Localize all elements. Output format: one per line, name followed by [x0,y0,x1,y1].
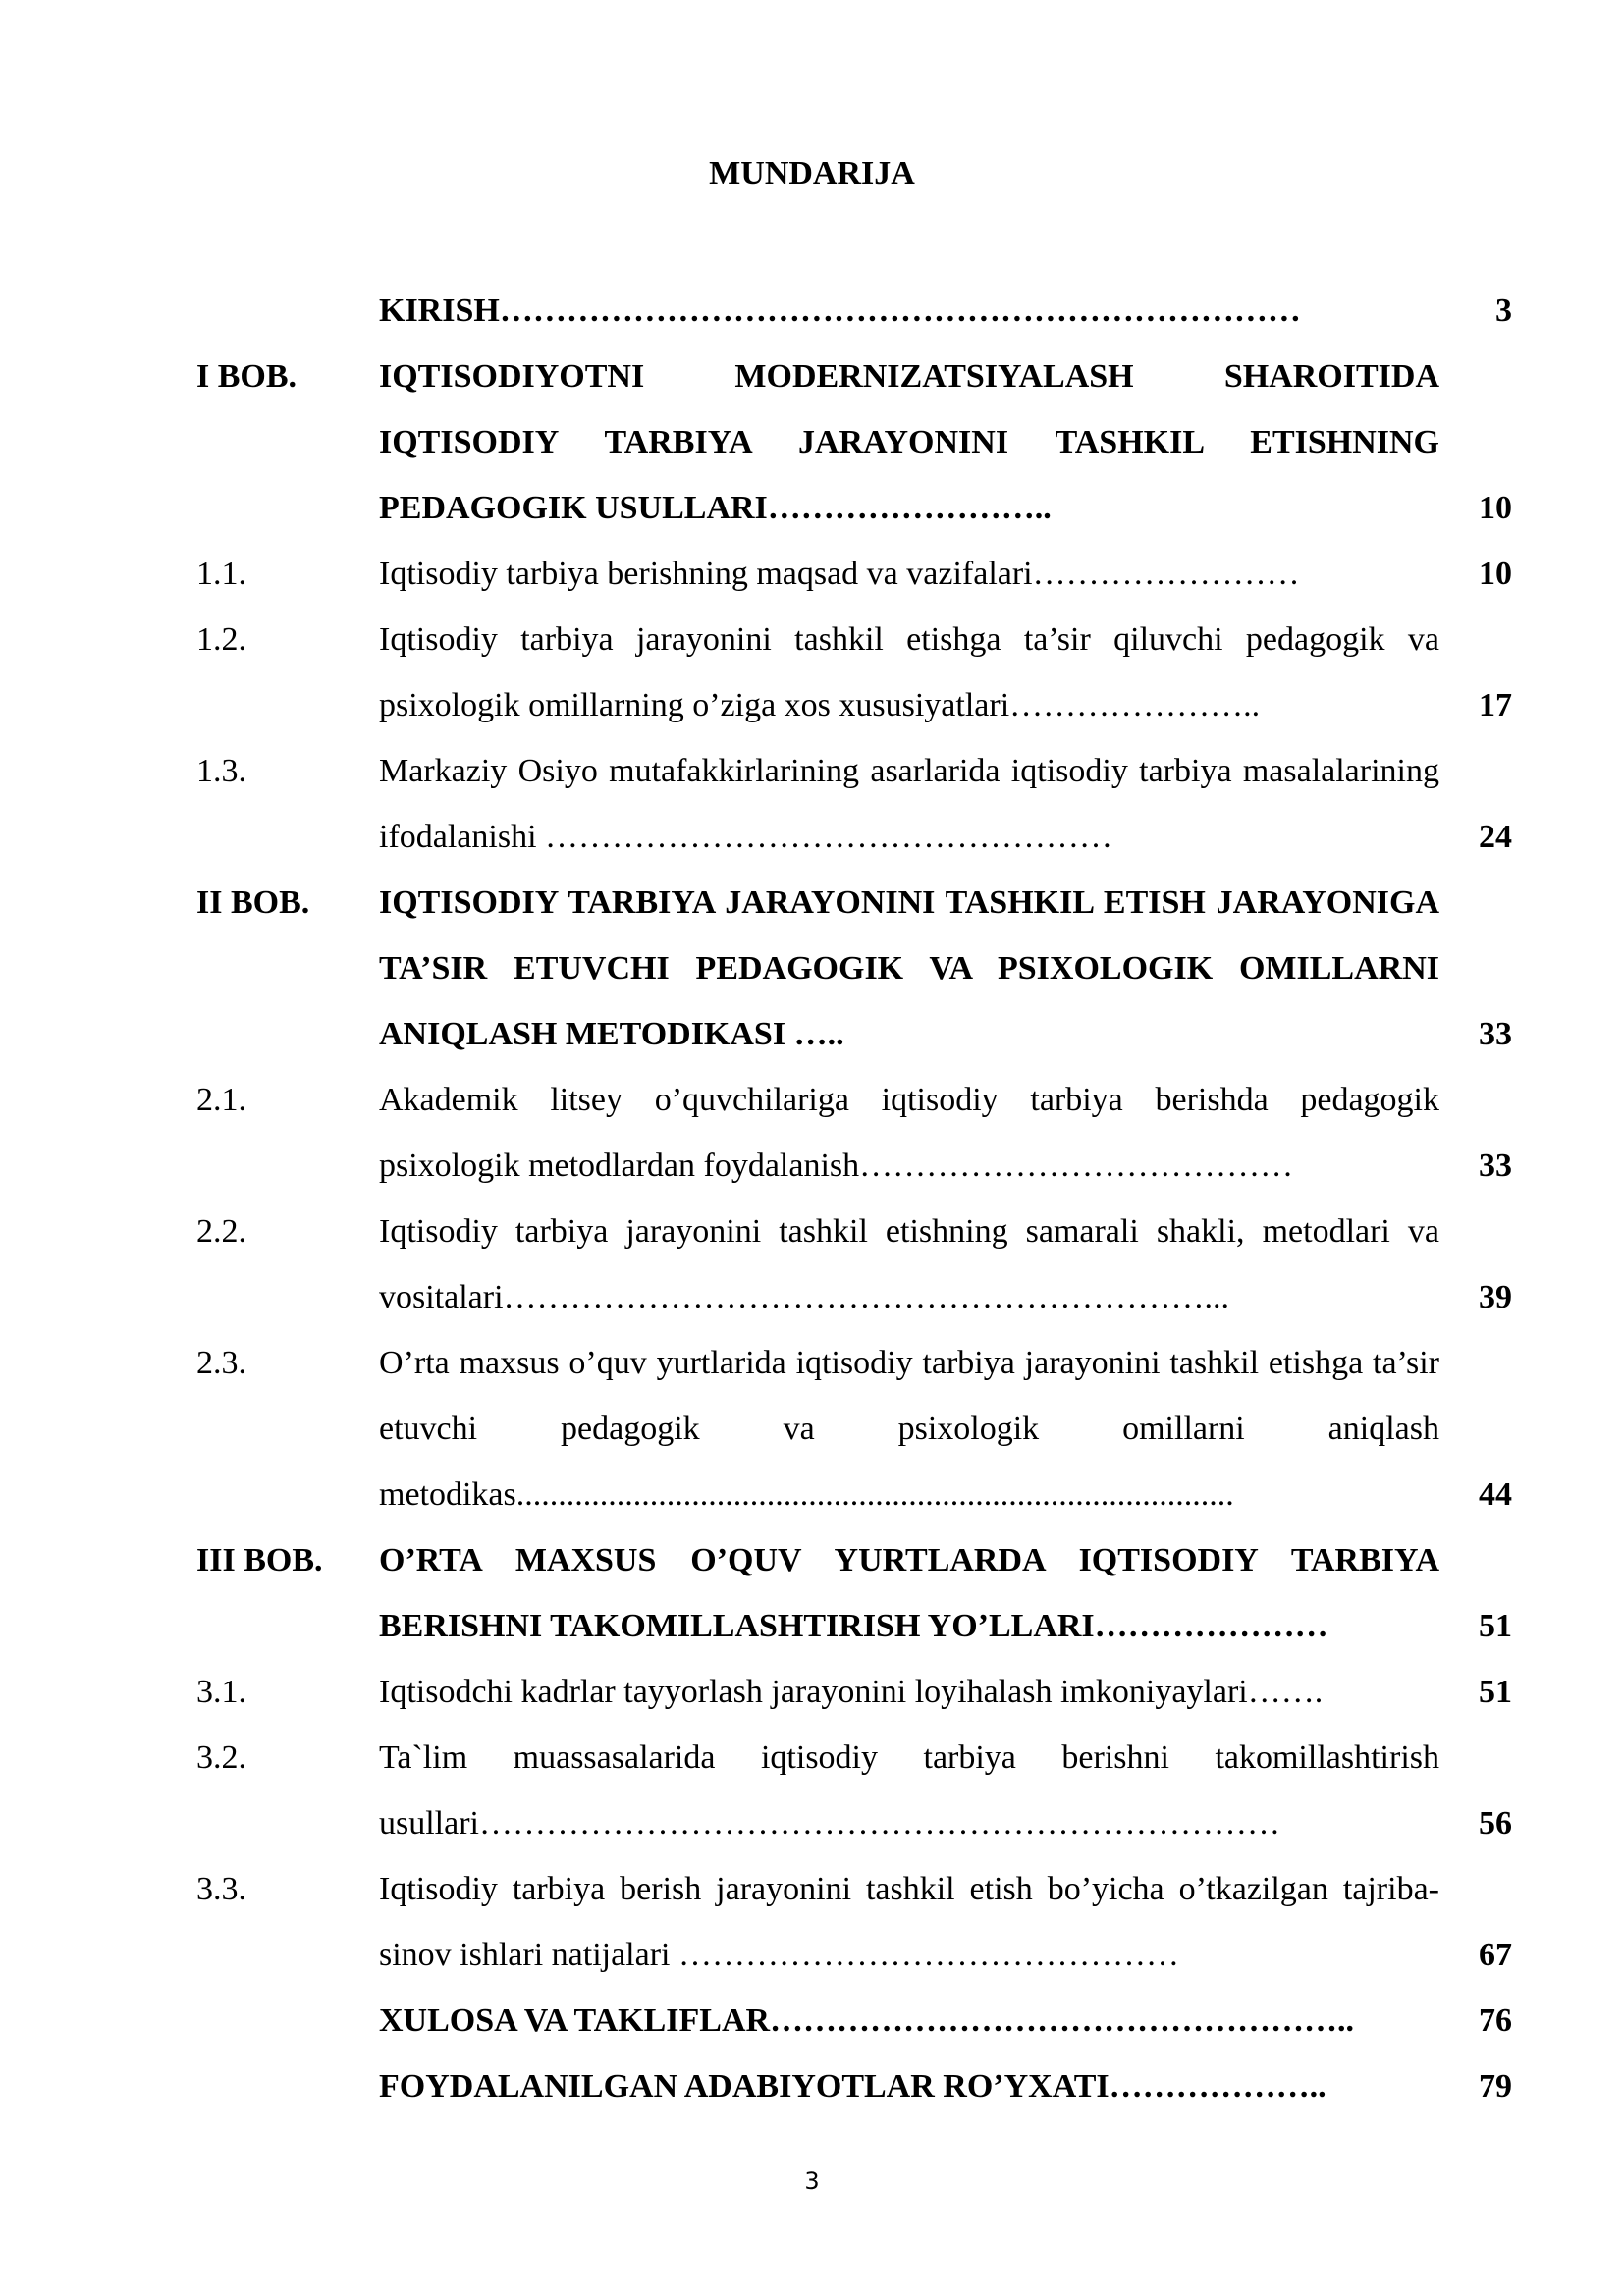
toc-entry [196,1856,1512,1988]
toc-entry-title: KIRISH……………………………………………………………… [379,293,1301,329]
toc-entry [196,541,1512,607]
toc-entry-label: 1.3. [196,753,246,789]
toc-entry-page: 3 [1495,293,1512,329]
toc-entry-page: 33 [1479,1016,1512,1052]
toc-entry-label: 1.2. [196,621,246,658]
page-title: MUNDARIJA [709,155,915,191]
toc-entry-title: Akademik litsey o’quvchilariga iqtisodiy tarbiya berishda pedagogik psixologik metodlardan foydalanish………………………………… [379,1082,1439,1184]
toc-entry [196,1330,1512,1527]
toc-entry-title: Ta`lim muassasalarida iqtisodiy tarbiya berishni takomillashtirish usullari……………………………………………………………… [379,1739,1439,1842]
toc-entry-label: 3.2. [196,1739,246,1776]
toc-entry-title: O’RTA MAXSUS O’QUV YURTLARDA IQTISODIY TARBIYA BERISHNI TAKOMILLASHTIRISH YO’LLARI………………… [379,1542,1439,1644]
toc-entry-title: FOYDALANILGAN ADABIYOTLAR RO’YXATI……………….. [379,2068,1326,2105]
toc-entry-page: 67 [1479,1937,1512,1973]
toc-entry [196,1659,1512,1725]
toc-entry-title: Markaziy Osiyo mutafakkirlarining asarlarida iqtisodiy tarbiya masalalarining ifodalanishi …………………………………………… [379,753,1439,855]
page-number: 3 [804,2167,820,2195]
toc-entry [196,1725,1512,1856]
table-of-contents [196,278,1512,2119]
toc-entry-label: II BOB. [196,884,310,921]
toc-entry-page: 44 [1479,1476,1512,1513]
toc-entry-page: 24 [1479,819,1512,855]
toc-entry [196,344,1512,541]
toc-entry-page: 39 [1479,1279,1512,1315]
toc-entry-label: I BOB. [196,358,298,395]
toc-entry-title: Iqtisodiy tarbiya jarayonini tashkil etishning samarali shakli, metodlari va vositalari………………………………………………………... [379,1213,1439,1315]
toc-entry [196,738,1512,870]
toc-entry-title: XULOSA VA TAKLIFLAR…………………………………………….. [379,2002,1355,2039]
toc-entry-page: 33 [1479,1148,1512,1184]
toc-entry-label: III BOB. [196,1542,323,1578]
toc-entry-label: 2.1. [196,1082,246,1118]
toc-entry-page: 56 [1479,1805,1512,1842]
toc-entry [196,2054,1512,2119]
toc-entry [196,1067,1512,1199]
toc-entry-page: 10 [1479,556,1512,592]
toc-entry-label: 3.3. [196,1871,246,1907]
toc-entry-title: IQTISODIYOTNI MODERNIZATSIYALASH SHAROITIDA IQTISODIY TARBIYA JARAYONINI TASHKIL ETISHNING PEDAGOGIK USULLARI…………………….. [379,358,1439,526]
toc-entry-title: Iqtisodiy tarbiya jarayonini tashkil etishga ta’sir qiluvchi pedagogik va psixologik omillarning o’ziga xos xususiyatlari………………….. [379,621,1439,723]
toc-entry-page: 51 [1479,1674,1512,1710]
toc-entry-title: Iqtisodchi kadrlar tayyorlash jarayonini loyihalash imkoniyaylari……. [379,1674,1324,1710]
toc-entry [196,870,1512,1067]
toc-entry [196,278,1512,344]
toc-entry-label: 1.1. [196,556,246,592]
toc-entry-title: Iqtisodiy tarbiya berish jarayonini tashkil etish bo’yicha o’tkazilgan tajriba-sinov ishlari natijalari ……………………………………… [379,1871,1439,1973]
toc-entry [196,1988,1512,2054]
toc-entry-page: 51 [1479,1608,1512,1644]
toc-entry [196,1527,1512,1659]
toc-entry [196,607,1512,738]
toc-entry-page: 76 [1479,2002,1512,2039]
toc-entry-page: 79 [1479,2068,1512,2105]
toc-entry-title: O’rta maxsus o’quv yurtlarida iqtisodiy tarbiya jarayonini tashkil etishga ta’sir etuvchi pedagogik va psixologik omillarni aniqlash metodikas...................................................................................... [379,1345,1439,1513]
toc-entry [196,1199,1512,1330]
toc-entry-label: 2.2. [196,1213,246,1250]
toc-entry-title: Iqtisodiy tarbiya berishning maqsad va vazifalari…………………… [379,556,1300,592]
toc-entry-title: IQTISODIY TARBIYA JARAYONINI TASHKIL ETISH JARAYONIGA TA’SIR ETUVCHI PEDAGOGIK VA PSIXOLOGIK OMILLARNI ANIQLASH METODIKASI ….. [379,884,1439,1052]
toc-entry-page: 10 [1479,490,1512,526]
toc-entry-page: 17 [1479,687,1512,723]
toc-entry-label: 2.3. [196,1345,246,1381]
toc-entry-label: 3.1. [196,1674,246,1710]
